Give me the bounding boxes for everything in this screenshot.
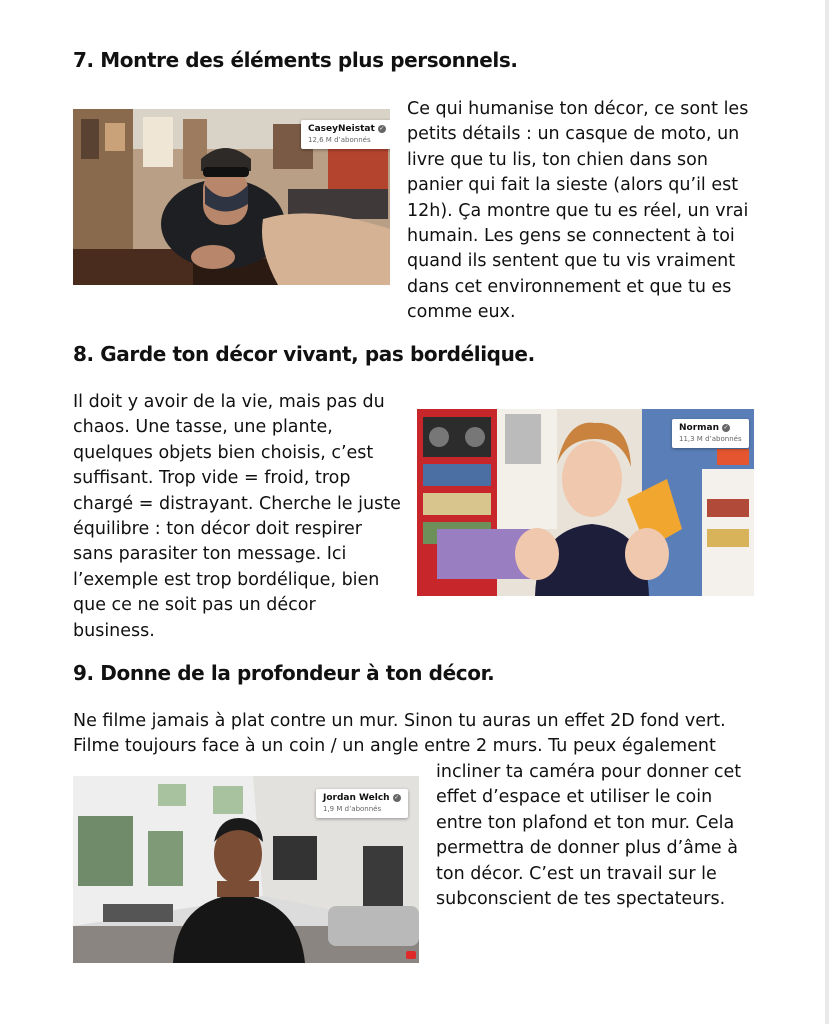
check-badge-icon: ✓ <box>723 423 729 431</box>
norman-photo <box>417 409 754 596</box>
section-7-text: Ce qui humanise ton décor, ce sont les petits détails : un casque de moto, un livre que tu lis, ton chien dans son panier qui fait la sieste (alors qu’il est 12h). Ça montre que tu es réel, un vrai humain. Les gens se connectent à toi quand ils sentent que tu vis vraiment dans cet environnement et que tu es comme eux. <box>407 99 749 323</box>
channel-name: Jordan Welch <box>323 793 390 803</box>
page-edge <box>825 0 829 1024</box>
check-badge-icon: ✓ <box>394 793 400 801</box>
section-7-heading: 7. Montre des éléments plus personnels. <box>73 48 518 72</box>
casey-neistat-photo <box>73 109 390 285</box>
section-8-text: Il doit y avoir de la vie, mais pas du chaos. Une tasse, une plante, quelques objets bien choisis, c’est suffisant. Trop vide = froid, trop chargé = distrayant. Cherche le juste équilibre : ton décor doit respirer sans parasiter ton message. Ici l’exemple est trop bordélique, bien que ce ne soit pas un décor business. <box>73 392 401 641</box>
jordan-welch-photo <box>73 776 419 963</box>
channel-card <box>316 789 408 818</box>
section-9-heading: 9. Donne de la profondeur à ton décor. <box>73 661 495 685</box>
subscriber-count: 12,6 M d’abonnés <box>308 136 371 144</box>
section-8-heading: 8. Garde ton décor vivant, pas bordélique. <box>73 342 535 366</box>
check-badge-icon: ✓ <box>379 124 385 132</box>
section-9-side-text: incliner ta caméra pour donner cet effet d’espace et utiliser le coin entre ton plafond et ton mur. Cela permettra de donner plus d’âme à ton décor. C’est un travail sur le subconscient de tes spectateurs. <box>436 762 742 910</box>
channel-card <box>672 419 749 448</box>
subscriber-count: 11,3 M d’abonnés <box>679 435 742 443</box>
channel-name: CaseyNeistat <box>308 124 375 134</box>
subscriber-count: 1,9 M d’abonnés <box>323 805 382 813</box>
channel-card <box>301 120 390 149</box>
channel-name: Norman <box>679 423 720 433</box>
section-9-intro-text: Ne filme jamais à plat contre un mur. Sinon tu auras un effet 2D fond vert. Filme toujours face à un coin / un angle entre 2 murs. Tu peux également <box>73 711 726 757</box>
